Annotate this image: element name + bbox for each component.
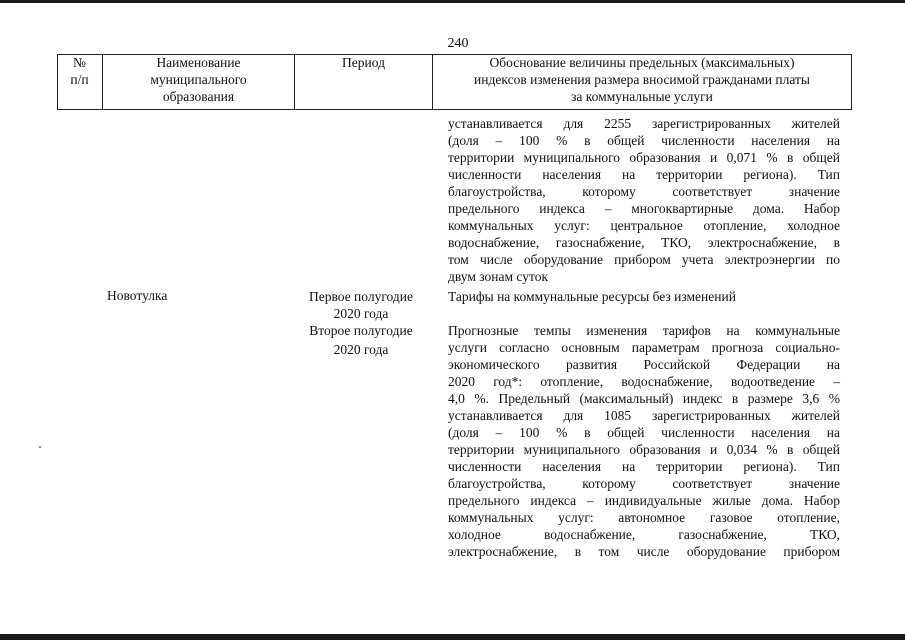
table-header — [57, 54, 852, 110]
header-bottom-line — [57, 109, 852, 110]
top-border — [0, 0, 905, 3]
header-col-basis: Обоснование величины предельных (максимальных) индексов изменения размера вносимой гражданами платы за коммунальные услуги — [474, 55, 810, 104]
period-first-half: Первое полугодие 2020 года — [309, 289, 413, 321]
header-col-period: Период — [342, 55, 385, 70]
bottom-border — [0, 634, 905, 640]
basis-first-half: Тарифы на коммунальные ресурсы без изменений — [448, 289, 736, 304]
basis-second-half: Прогнозные темпы изменения тарифов на коммунальные услуги согласно основным параметрам прогноза социально- экономического развития Российской Федерации на 2020 год*: отопление, водоснабжение, водоотведение – 4,0 %. Предельный (максимальный) индекс в размере 3,6 % устанавливается для 1085 зарегистрированных жителей (доля – 100 % в общей численности населения на территории муниципального образования и 0,034 % в общей численности населения на территории региона). Тип благоустройства, которому соответствует значение предельного индекса – индивидуальные жилые дома. Набор коммунальных услуг: автономное газовое отопление, холодное водоснабжение, газоснабжение, ТКО, электроснабжение, в том числе оборудование прибором — [448, 323, 840, 559]
period-second-half: Второе полугодие 2020 года — [309, 323, 413, 357]
page-number: 240 — [447, 36, 469, 51]
header-col-number: № п/п — [70, 55, 89, 87]
header-right-line — [851, 54, 852, 110]
header-col-municipality: Наименование муниципального образования — [150, 55, 247, 104]
scan-speck — [39, 446, 41, 448]
continuation-paragraph: устанавливается для 2255 зарегистрированных жителей (доля – 100 % в общей численности населения на территории муниципального образования и 0,071 % в общей численности населения на территории региона). Тип благоустройства, которому соответствует значение предельного индекса – многоквартирные дома. Набор коммунальных услуг: центральное отопление, холодное водоснабжение, газоснабжение, ТКО, электроснабжение, в том числе оборудование прибором учета электроэнергии по двум зонам суток — [448, 116, 840, 284]
municipality-name: Новотулка — [107, 288, 168, 303]
